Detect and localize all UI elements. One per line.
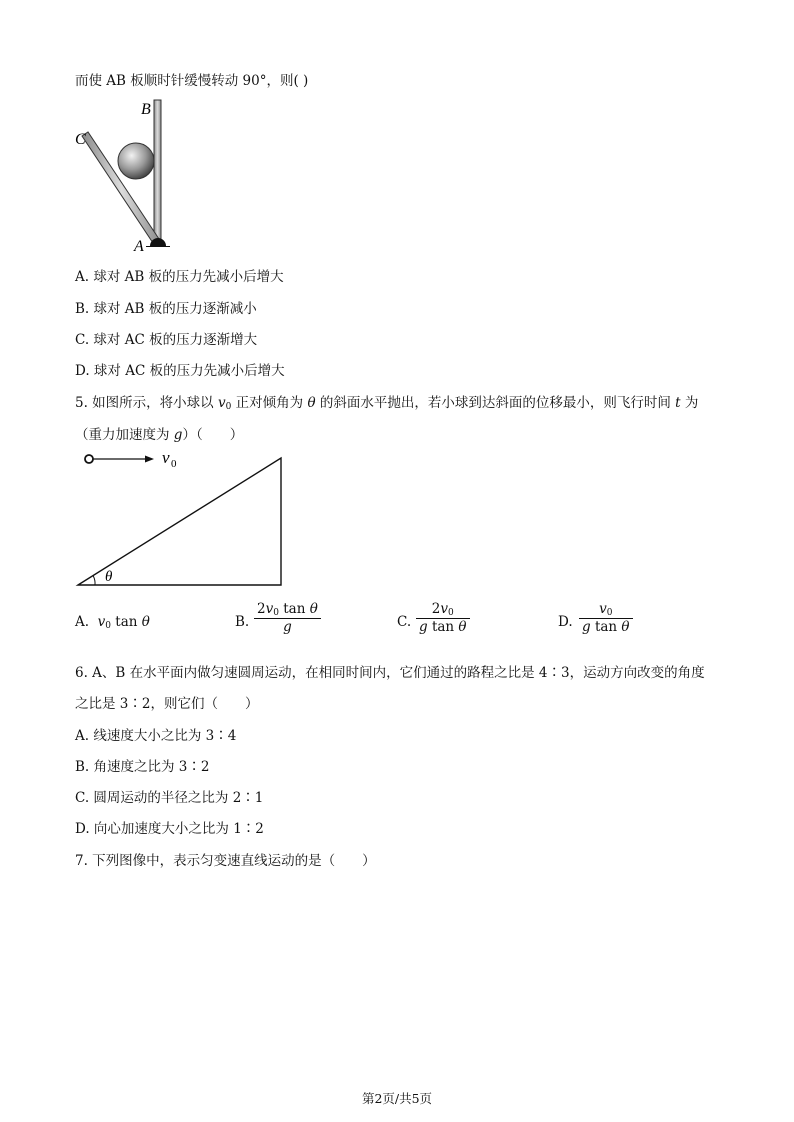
q5-stem-line2: （重力加速度为 g）（ ） xyxy=(75,427,244,443)
q6-option-b: B. 角速度之比为 3∶2 xyxy=(75,759,210,775)
q5-option-a: A. $v_0$ tan θ xyxy=(75,614,150,631)
q5-option-d-label: D. xyxy=(558,614,573,630)
ball xyxy=(118,143,154,179)
q4-option-b: B. 球对 AB 板的压力逐渐减小 xyxy=(75,301,257,317)
projectile-ball xyxy=(85,455,93,463)
page-number-footer: 第2页/共5页 xyxy=(361,1091,433,1106)
q6-stem-line2: 之比是 3∶2，则它们（ ） xyxy=(75,696,259,712)
q4-option-d: D. 球对 AC 板的压力先减小后增大 xyxy=(75,363,285,379)
q5-stem-line1: 5. 如图所示，将小球以 $v_0$ 正对倾角为 θ 的斜面水平抛出，若小球到达斜面的位移最小，则飞行时间 t 为 xyxy=(75,395,699,412)
q5-option-b-fraction: $\frac{2v_0 \tan \theta}{g}$ xyxy=(254,601,321,635)
projectile-incline-diagram xyxy=(75,445,290,590)
q4-option-a: A. 球对 AB 板的压力先减小后增大 xyxy=(75,269,284,285)
q6-option-c: C. 圆周运动的半径之比为 2∶1 xyxy=(75,790,264,806)
q4-option-c: C. 球对 AC 板的压力逐渐增大 xyxy=(75,332,258,348)
q6-stem-line1: 6. A、B 在水平面内做匀速圆周运动，在相同时间内，它们通过的路程之比是 4∶3，运动方向改变的角度 xyxy=(75,665,705,681)
q5-option-c-fraction: $\frac{2v_0}{\text{g tan θ}}$ xyxy=(416,601,470,635)
q5-option-b-label: B. xyxy=(235,614,250,630)
label-a: A xyxy=(134,238,144,252)
angle-arc xyxy=(93,576,95,585)
label-b: B xyxy=(141,101,151,118)
q4-stem: 而使 AB 板顺时针缓慢转动 90°，则( ) xyxy=(75,73,309,89)
svg-text:0: 0 xyxy=(171,458,177,470)
q7-stem: 7. 下列图像中，表示匀变速直线运动的是（ ） xyxy=(75,853,376,869)
label-c: C xyxy=(75,131,86,148)
theta-label: θ xyxy=(105,569,113,585)
q5-option-d-fraction: $\frac{v_0}{\text{g tan θ}}$ xyxy=(579,601,633,635)
incline-board-ball-diagram xyxy=(70,92,180,252)
q5-option-c-label: C. xyxy=(397,614,412,630)
board-ab xyxy=(154,100,161,244)
incline-triangle xyxy=(78,458,281,585)
v0-label: v xyxy=(162,448,170,467)
q6-option-a: A. 线速度大小之比为 3∶4 xyxy=(75,728,237,744)
q6-option-d: D. 向心加速度大小之比为 1∶2 xyxy=(75,821,264,837)
